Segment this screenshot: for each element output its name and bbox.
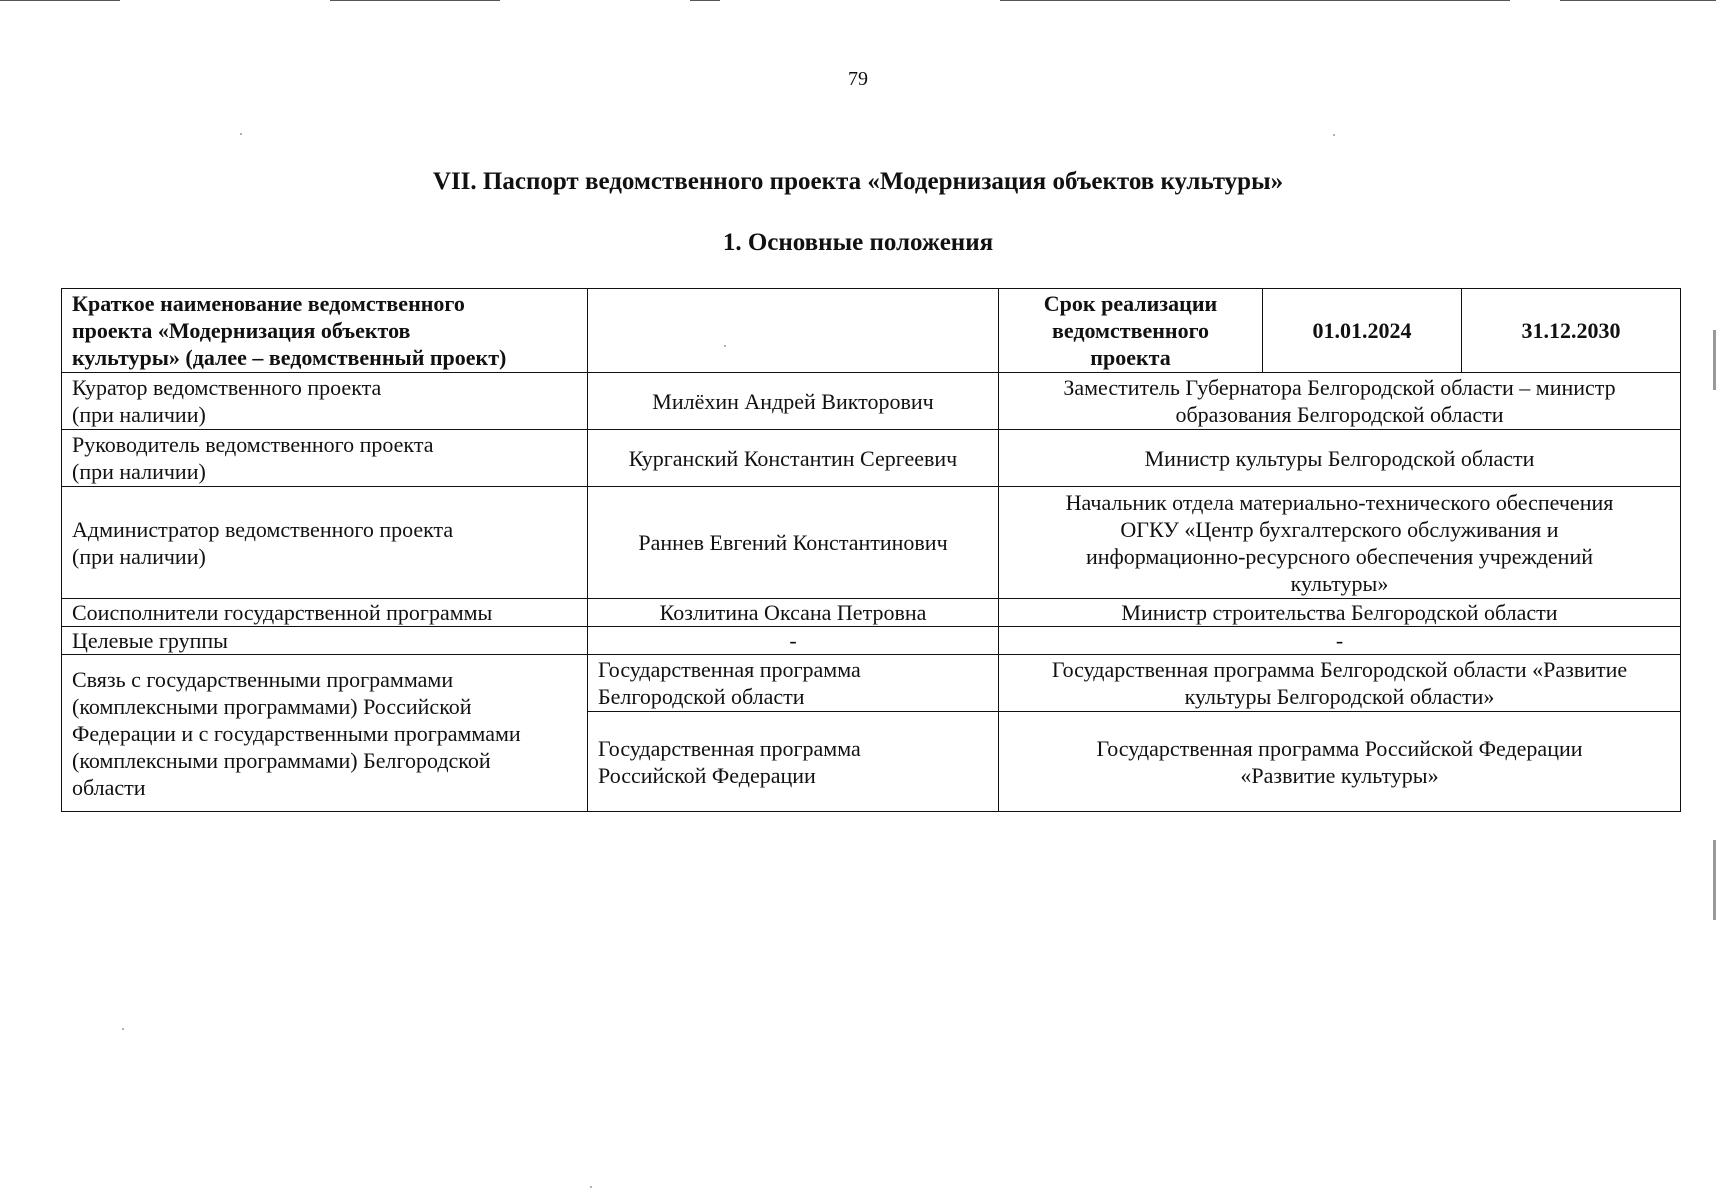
- program-links-label-line: (комплексными программами) Белгородской: [72, 747, 491, 773]
- administrator-position-line: Начальник отдела материально-технического обеспечения: [1065, 489, 1614, 515]
- project-period-label-line: проекта: [1090, 345, 1171, 370]
- regional-program-name-line: культуры Белгородской области»: [1184, 684, 1495, 709]
- program-links-label-line: (комплексными программами) Российской: [72, 693, 472, 719]
- scan-speck: [240, 133, 242, 135]
- project-end-date: 31.12.2030: [1462, 289, 1681, 373]
- federal-program-type-line: Государственная программа: [598, 735, 861, 761]
- curator-person: Милёхин Андрей Викторович: [588, 373, 999, 430]
- project-period-label-cell: [999, 289, 1263, 373]
- administrator-label-cell: [62, 487, 588, 599]
- project-name-label-line: Краткое наименование ведомственного: [72, 291, 465, 316]
- program-links-label-line: области: [72, 774, 146, 800]
- project-period-label-line: ведомственного: [1051, 318, 1210, 343]
- page-title: VII. Паспорт ведомственного проекта «Модернизация объектов культуры»: [432, 168, 1284, 195]
- project-period-label-line: Срок реализации: [1043, 291, 1218, 316]
- table-row-project-name: [62, 289, 1681, 373]
- federal-program-type-cell: [588, 712, 999, 812]
- regional-program-type-line: Государственная программа: [598, 657, 861, 682]
- table-row-coexecutors: [62, 599, 1681, 627]
- head-position: Министр культуры Белгородской области: [999, 430, 1681, 487]
- table-row-administrator: [62, 487, 1681, 599]
- scan-speck: [122, 1028, 124, 1030]
- program-links-label-cell: [62, 655, 588, 812]
- table-row-program-link-regional: [62, 655, 1681, 712]
- scan-speck: [590, 1186, 592, 1188]
- administrator-label-line: Администратор ведомственного проекта: [72, 516, 454, 542]
- federal-program-type-line: Российской Федерации: [598, 762, 816, 788]
- scan-edge-line: [1560, 0, 1716, 1]
- target-groups-value: -: [588, 627, 999, 655]
- section-title: 1. Основные положения: [722, 229, 994, 256]
- administrator-position-line: информационно-ресурсного обеспечения учреждений: [1086, 543, 1593, 569]
- administrator-position-line: культуры»: [1290, 570, 1389, 596]
- head-label-line: Руководитель ведомственного проекта: [72, 432, 434, 457]
- scan-edge-line: [1000, 0, 1510, 1]
- coexecutors-person: Козлитина Оксана Петровна: [588, 599, 999, 627]
- regional-program-type-line: Белгородской области: [598, 684, 805, 709]
- scan-edge-line: [0, 0, 120, 1]
- administrator-person: Раннев Евгений Константинович: [588, 487, 999, 599]
- table-row-head: [62, 430, 1681, 487]
- table-row-target-groups: [62, 627, 1681, 655]
- administrator-position-line: ОГКУ «Центр бухгалтерского обслуживания и: [1120, 516, 1559, 542]
- administrator-position-cell: [999, 487, 1681, 599]
- curator-label-line: Куратор ведомственного проекта: [72, 375, 382, 400]
- regional-program-name-line: Государственная программа Белгородской области «Развитие: [1051, 657, 1628, 682]
- coexecutors-position: Министр строительства Белгородской области: [999, 599, 1681, 627]
- curator-label-cell: [62, 373, 588, 430]
- target-groups-value: -: [999, 627, 1681, 655]
- head-person: Курганский Константин Сергеевич: [588, 430, 999, 487]
- head-label-cell: [62, 430, 588, 487]
- project-name-label-line: проекта «Модернизация объектов: [72, 318, 411, 343]
- curator-position-line: образования Белгородской области: [1175, 402, 1504, 427]
- project-passport-table: [61, 288, 1681, 812]
- federal-program-name-line: «Развитие культуры»: [1240, 762, 1439, 788]
- curator-position-line: Заместитель Губернатора Белгородской области – министр: [1063, 375, 1616, 400]
- scan-edge-line: [330, 0, 500, 1]
- program-links-label-line: Связь с государственными программами: [72, 666, 454, 692]
- federal-program-name-cell: [999, 712, 1681, 812]
- program-links-label-line: Федерации и с государственными программами: [72, 720, 521, 746]
- table-row-curator: [62, 373, 1681, 430]
- federal-program-name-line: Государственная программа Российской Федерации: [1096, 735, 1583, 761]
- page-number: 79: [848, 68, 868, 90]
- administrator-label-line: (при наличии): [72, 543, 206, 569]
- scan-edge-line: [690, 0, 720, 1]
- target-groups-label: Целевые группы: [62, 627, 588, 655]
- curator-position-cell: [999, 373, 1681, 430]
- regional-program-name-cell: [999, 655, 1681, 712]
- scan-speck: [1333, 134, 1335, 136]
- curator-label-line: (при наличии): [72, 402, 206, 427]
- head-label-line: (при наличии): [72, 459, 206, 484]
- project-name-label-cell: [62, 289, 588, 373]
- project-name-label-line: культуры» (далее – ведомственный проект): [72, 345, 507, 370]
- regional-program-type-cell: [588, 655, 999, 712]
- project-name-value-cell: [588, 289, 999, 373]
- coexecutors-label: Соисполнители государственной программы: [62, 599, 588, 627]
- project-start-date: 01.01.2024: [1263, 289, 1462, 373]
